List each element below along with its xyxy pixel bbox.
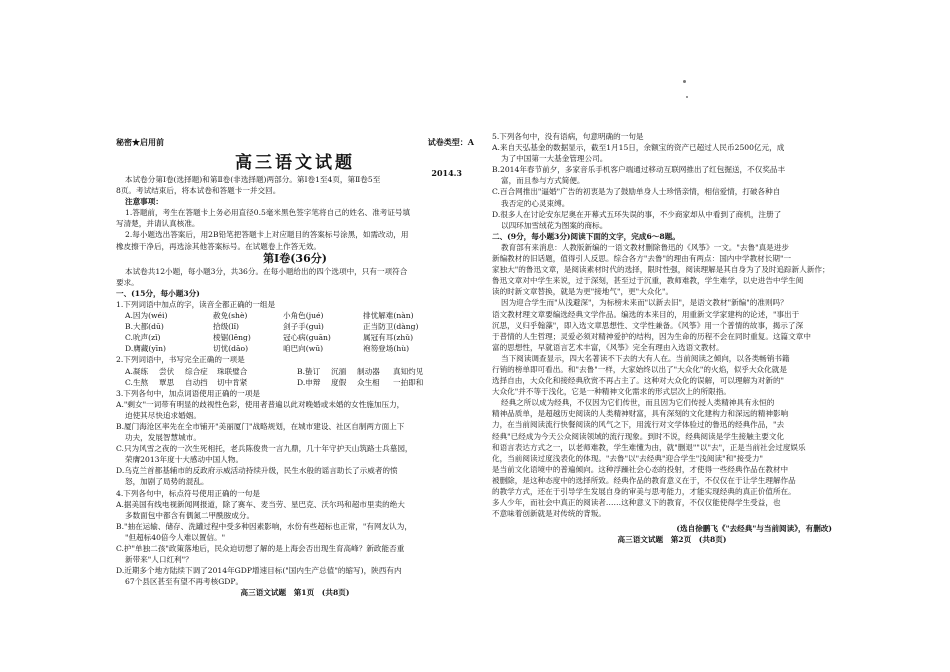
section-intro-line: 要求。 [116,277,139,287]
question-2: 2.下列词语中，书写完全正确的一项是 [116,355,245,365]
passage-source: (选自徐鹏飞《"去经典"与当前阅读》，有删改) [676,524,832,534]
question-3: 3.下列各句中，加点词语使用正确的一项是 [116,388,260,398]
question-5: 5.下列各句中，没有语病，句意明确的一句是 [492,132,644,141]
option-cell: 综合症 [185,366,208,376]
notice-heading: 注意事项： [125,197,163,207]
option-cell: B.蛰订 [297,366,321,376]
option-cell: 尝伏 [159,366,175,376]
document-title-row [116,152,474,178]
option-cell: 度假 [331,377,347,387]
option-cell: D.膺藏(yīn) [125,344,166,354]
intro-line: 写清楚，并请认真核准。 [116,219,200,229]
option-line: 功夫，发展智慧城市。 [125,433,201,443]
option-line: D.乌克兰首都基辅市的反政府示威活动持续升级，民生水般的谣言助长了示威者的愤 [116,466,398,476]
option-line: 富，而且参与方式简便。 [501,176,585,186]
passage-line: 因为迎合学生而"从浅避深"，为标榜未来而"以新去旧"，是语文教材"新编"的准则吗？ [501,298,788,308]
passage-line: 多人少年，而社会中真正的阅读者……这种意义下的教育，不仅仅能使得学生受益，也 [492,498,781,508]
option-line: D.很多人在讨论安东尼奥在开幕式五环失误的事，不少商家却从中看到了商机，注册了 [492,209,782,219]
secret-label: 秘密★启用前 [116,137,164,147]
option-line: "但超标40倍今人难以置信。" [125,532,226,542]
part-heading: 一、(15分，每小题3分) [116,288,200,298]
option-line: 迫使其尽快追求婚姻。 [125,410,201,420]
option-cell: 小角色(jué) [283,311,324,321]
option-cell: 拾级(lǐ) [213,322,239,332]
scan-speck [686,96,688,98]
question-4: 4.下列各句中，标点符号使用正确的一句是 [116,488,260,498]
q1-option-row [116,332,474,343]
q1-option-row [116,321,474,332]
reading-passage [492,242,852,519]
option-line: 以四环加雪绒花为图案的商标。 [501,220,608,230]
option-line: 荣膺2013年度十大感动中国人物。 [125,455,244,465]
option-cell: A.因为(wéi) [125,311,168,321]
option-cell: 切中肯紧 [217,377,248,387]
document-title: 高三语文试题 [235,153,355,173]
passage-line: 富的思想性，早就语言艺术丰富，《风筝》完全有理由入选语文教材。 [492,342,724,352]
option-cell: D.申辩 [297,377,321,387]
q2-option-row [116,366,474,377]
passage-line: 力，在当前阅读流行快餐阅读的风气之下，用流行对文学体验过的鲁迅的经典作品，"去 [492,420,785,430]
passage-line: 大众化"并不等于浅化，它是一种精神文化需求的形式层次上的所限指。 [492,387,731,397]
option-cell: 珠联璧合 [217,366,248,376]
option-line: 为了中国第一大基金管理公司。 [501,154,608,164]
passage-line: 精神品质单，是超越历史阅读的人类精神财富，具有深刻的文化建构力和深远的精神影响 [492,409,789,419]
passage-line: 于普情的人生哲理；灵爱必须对精神爱护的结构，因为生命的历程不会在同时重复。这篇文章中 [492,331,811,341]
page-footer: 高三语文试题 第1页 (共8页) [240,588,350,598]
intro-line: 橡皮擦干净后，再选涂其他答案标号。在试题卷上作答无效。 [116,241,322,251]
option-cell: 正当防卫(dàng) [363,322,419,332]
option-cell: A.凝练 [125,366,149,376]
page-footer: 高三语文试题 第2页 (共8页) [617,535,727,545]
option-cell: 袍笏登场(hù) [363,344,410,354]
option-cell: 冠心病(guān) [283,333,331,343]
option-cell: 剑子手(guì) [283,322,324,332]
option-cell: 沉湎 [331,366,347,376]
passage-line: 鲁迅文章对中学生来说，过于深刻，甚至过于沉重，教师难教，学生难学，以史进告中学生阅 [492,276,804,286]
option-line: A."剩女"一词带有明显的歧视性色彩，使用者普遍以此对晚婚或未婚的女性施加压力， [116,399,405,409]
option-line: A.据美国有线电视新闻网报道，除了赛车、麦当劳、星巴克、沃尔玛和超市里卖的绝大 [116,499,405,509]
passage-line: 和语言表达方式之一，以老师难教，学生难懂为由，就"删退""以"去"，正是当前社会过度娱乐 [492,442,806,452]
q1-option-row [116,310,474,321]
option-line: C.百合网推出"逼婚"广告的初衷是为了鼓励单身人士珍惜亲情，相信爱情，打破各种自 [492,187,781,197]
option-line: C.护"单独二孩"政策落地后，民众迫切想了解的是上海会否出现生育高峰？新政能否重 [116,544,405,553]
passage-line: 经典"已经成为今天公众阅读领域的流行现象。到时不说，经典阅读是学生接触主要文化 [492,431,785,441]
section-title: 第Ⅰ卷(36分) [263,251,327,265]
option-cell: 制动器 [357,366,380,376]
passage-line: 的教学方式，还在于引导学生发展自身的审美与思考能力，才能实现经典的真正价值所在。 [492,487,796,496]
option-cell: C.吮声(zǐ) [125,333,161,343]
option-cell: 自动挡 [185,377,208,387]
passage-line: 不意味着创新就是对传统的背叛。 [492,509,606,519]
right-page [492,131,852,545]
paper-type-label: 试卷类型：A [427,137,474,147]
passage-line: 当下阅读调查显示，四大名著读不下去的大有人在。当前阅读之倾向，以各类畅销书籍 [501,353,790,363]
option-cell: 众生相 [357,377,380,387]
option-line: B.2014年春节前夕，多家音乐手机客户端通过移动互联网推出了红包掘送，不仅奖品丰 [492,165,786,175]
intro-line: 8页。考试结束后，将本试卷和答题卡一并交回。 [116,186,281,196]
option-line: B."抽在运输、储存、洗罐过程中受多种因素影响，水份有些超标也正常，"有网友认为， [116,521,412,531]
section-intro-line: 本试卷共12小题，每小题3分，共36分。在每小题给出的四个选项中，只有一项符合 [125,266,408,276]
passage-line: 化，当前阅读过度浅表化的体现。"去鲁"以"去经典"迎合学生"浅阅读"和"接受力" [492,453,763,463]
option-cell: 属冠有耳(zhǔ) [363,333,414,343]
passage-line: 新编教材的旧话题，值得引人反思。综合各方"去鲁"的理由有两点：国内中学教材长期"一 [492,254,792,264]
scan-speck [683,80,686,83]
passage-line: 被删除，是这种态度中的选择所致。经典作品的教育意义在于，不仅仅在于让学生理解作品 [492,475,796,485]
option-line: 新带来"人口红利"？ [125,555,193,565]
option-line: 多数面包中都含有偶氮二甲酰胺成分。 [125,510,255,520]
passage-line: 家独大"的鲁迅文章，是阅读素材时代的选择，限时性强，阅读理解是其自身为了及时追踪新人新作； [492,265,830,275]
option-line: C.只为风雪之夜的一次生死相托，老兵陈俊贵一言九鼎，几十年守护天山筑路士兵墓园， [116,444,413,454]
option-cell: 赦免(shè) [213,311,248,321]
option-cell: 真知灼见 [393,366,424,376]
passage-line: 行销的榜单即可看出。和"去鲁"一样，大家始终以出了"大众化"的火焰，似乎大众化就是 [492,364,787,374]
option-line: 67个县区甚至有望不再考核GDP。 [125,577,244,587]
option-cell: 棱锯(lēng) [213,333,251,343]
left-page [116,137,474,598]
option-cell: C.生熬 [125,377,149,387]
option-cell: 排忧解难(nàn) [363,311,414,321]
document-date: 2014.3 [431,168,462,178]
option-line: 怒，加剧了局势的混乱。 [125,477,209,487]
passage-line: 经典之所以成为经典，不仅因为它们传世，而且因为它们传授人类精神具有永恒的 [501,398,775,408]
option-cell: 一拍即和 [393,377,424,387]
option-line: A.来自天弘基金的数据显示，截至1月15日，余额宝的资产已超过人民币2500亿元，成 [492,143,785,153]
passage-line: 教育部有来消息：人教版新编的一语文教材删除鲁迅的《风筝》一文。"去鲁"真是进步 [501,242,789,252]
header-row [116,137,474,150]
option-cell: 覃思 [159,377,175,387]
intro-line: 2.每小题选出答案后，用2B铅笔把答题卡上对应题目的答案标号涂黑，如需改动，用 [125,230,409,240]
part-heading: 二、(9分，每小题3分)阅读下面的文字，完成6～8题。 [492,231,680,241]
option-cell: B.大都(dū) [125,322,164,332]
option-cell: 咱巴向(wū) [283,344,324,354]
option-line: 我否定的心灵束缚。 [501,198,570,208]
passage-line: 读的时新文章替换，就是为更"接地气"，更"大众化"。 [492,287,674,297]
option-line: B.厦门海沧区率先在全市铺开"美丽厦门"战略规划，在城市建设、社区自制两方面上下 [116,421,405,431]
question-1: 1.下列词语中加点的字，读音全都正确的一组是 [116,299,276,309]
option-line: D.近期多个地方陆续下调了2014年GDP增速目标("国内生产总值"的缩写)，陕西有内 [116,566,402,576]
q1-option-row [116,343,474,354]
q2-option-row [116,377,474,388]
passage-line: 是当前文化语境中的普遍倾向。这种浮躁社会心态的投射，才使得一些经典作品在教材中 [492,464,789,474]
intro-line: 本试卷分第Ⅰ卷(选择题)和第Ⅱ卷(非选择题)两部分。第Ⅰ卷1至4页，第Ⅱ卷5至 [125,175,381,184]
passage-line: 选择自由，大众化和接经典欣赏不再占主了。这种对大众化的误解，可以理解为对新的" [492,376,785,386]
intro-line: 1.答题前，考生在答题卡上务必用直径0.5毫米黑色签字笔将自己的姓名、准考证号填 [125,208,411,218]
option-cell: 切忧(dāo) [213,344,249,354]
passage-line: 沉思，义归乎翰藻"，即入选文章思想性、文学性兼备。《风筝》用一个普情的故事，揭示了深 [492,320,804,330]
passage-line: 语文教材理文章要编选经典文学作品。编选的本来目的，用重新文学家建构的论述，"事出于 [492,309,800,319]
